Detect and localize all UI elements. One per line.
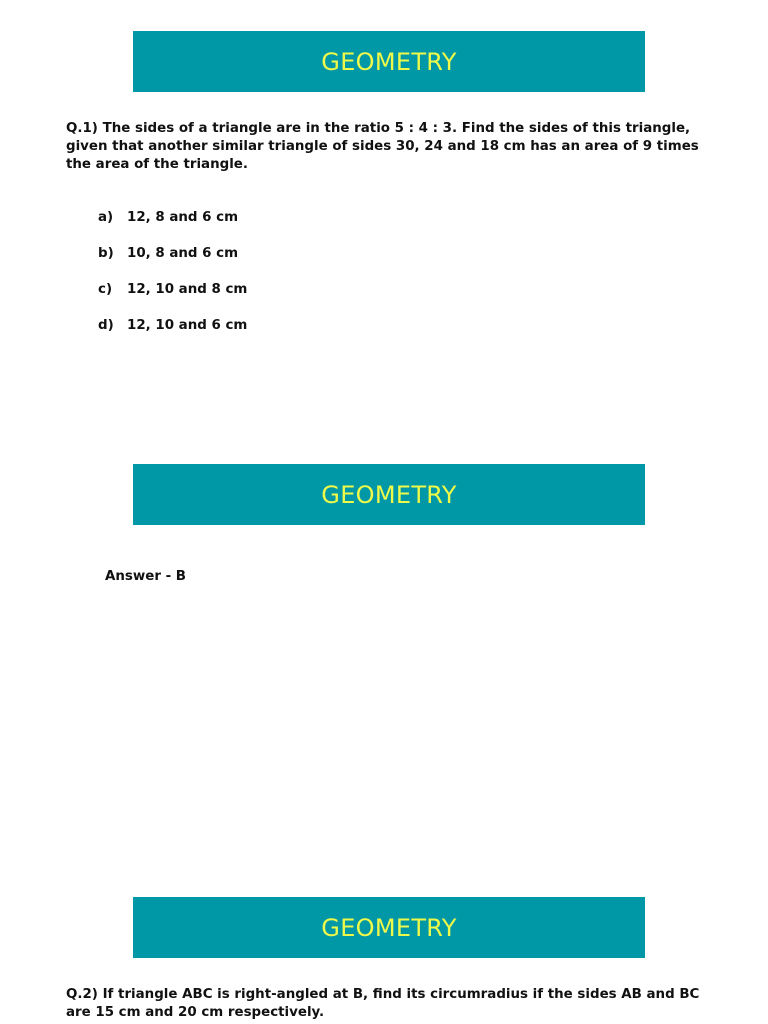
banner-title: GEOMETRY [321, 480, 457, 509]
question-1-text: Q.1) The sides of a triangle are in the ratio 5 : 4 : 3. Find the sides of this triangle, given that another similar triangle of sides 30, 24 and 18 cm has an area of 9 times the area of the triangle. [66, 121, 699, 172]
slide-banner-3 [133, 897, 645, 958]
option-a [98, 208, 247, 244]
banner-title: GEOMETRY [321, 913, 457, 942]
option-d [98, 316, 247, 352]
slide-banner-1 [133, 31, 645, 92]
option-letter: c) [98, 282, 113, 297]
option-c [98, 280, 247, 316]
option-letter: a) [98, 210, 114, 225]
answer-text: Answer - B [105, 569, 187, 584]
option-letter: d) [98, 318, 114, 333]
question-2-text: Q.2) If triangle ABC is right-angled at B, find its circumradius if the sides AB and BC are 15 cm and 20 cm respectively. [66, 987, 700, 1020]
option-text: 12, 10 and 6 cm [127, 318, 248, 333]
option-b [98, 244, 247, 280]
slide-banner-2 [133, 464, 645, 525]
banner-title: GEOMETRY [321, 47, 457, 76]
answer-options-list [98, 208, 247, 352]
option-text: 12, 8 and 6 cm [127, 210, 239, 225]
option-text: 12, 10 and 8 cm [127, 282, 248, 297]
option-letter: b) [98, 246, 114, 261]
option-text: 10, 8 and 6 cm [127, 246, 239, 261]
